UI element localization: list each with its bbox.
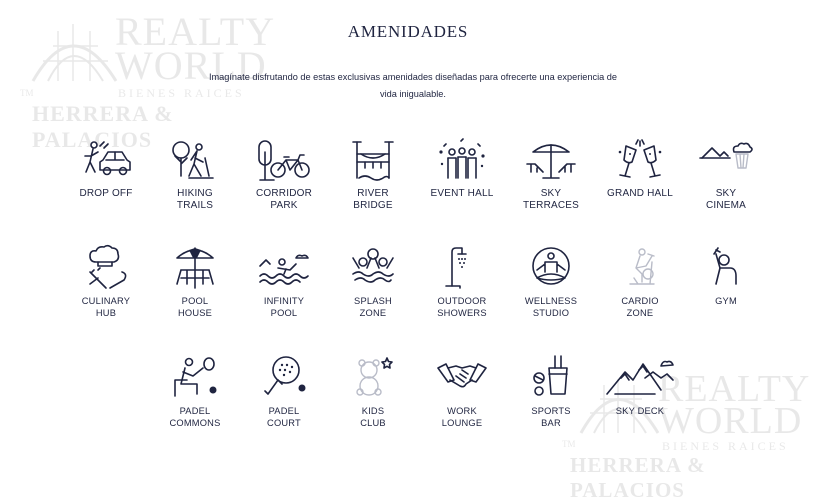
amenity-label: SKY TERRACES bbox=[522, 188, 580, 211]
amenity-label: OUTDOOR SHOWERS bbox=[437, 296, 487, 318]
watermark-tm: TM bbox=[562, 439, 576, 449]
amenity-padel-court bbox=[238, 354, 330, 429]
amenity-corridor-park bbox=[238, 138, 330, 212]
amenity-label: CORRIDOR PARK bbox=[255, 188, 313, 211]
tree-bicycle-icon bbox=[256, 138, 312, 184]
amenity-sky-deck bbox=[594, 354, 686, 417]
watermark-world: WORLD bbox=[115, 43, 267, 88]
amenity-culinary-hub bbox=[60, 244, 152, 319]
amenity-outdoor-showers bbox=[416, 244, 508, 319]
amenity-pool-house bbox=[149, 244, 241, 319]
amenity-gym bbox=[680, 244, 772, 307]
watermark-tm: TM bbox=[20, 88, 34, 98]
weightlifter-icon bbox=[698, 244, 754, 290]
watermark-world: WORLD bbox=[658, 400, 803, 442]
meditation-icon bbox=[523, 244, 579, 290]
amenity-sports-bar bbox=[505, 354, 597, 429]
chef-hat-utensils-icon bbox=[78, 244, 134, 290]
amenity-drop-off bbox=[60, 138, 152, 200]
watermark-realty: REALTY bbox=[658, 368, 811, 410]
amenity-hiking-trails bbox=[149, 138, 241, 212]
amenity-river-bridge bbox=[327, 138, 419, 212]
amenity-splash-zone bbox=[327, 244, 419, 319]
amenity-label: SPORTS BAR bbox=[531, 406, 571, 428]
amenity-label: HIKING TRAILS bbox=[176, 188, 214, 211]
page-title: AMENIDADES bbox=[347, 22, 469, 41]
drink-bucket-icon bbox=[523, 354, 579, 400]
popcorn-mountains-icon bbox=[698, 138, 754, 184]
amenity-event-hall bbox=[416, 138, 508, 200]
swimmer-icon bbox=[256, 244, 312, 290]
amenity-label: EVENT HALL bbox=[430, 188, 494, 199]
amenity-label: CARDIO ZONE bbox=[621, 296, 659, 318]
amenity-padel-commons bbox=[149, 354, 241, 429]
watermark-herrera: HERRERA & PALACIOS bbox=[570, 453, 706, 502]
watermark-bienes: BIENES RAICES bbox=[118, 86, 245, 100]
amenity-label: WORK LOUNGE bbox=[441, 406, 483, 428]
padel-player-icon bbox=[167, 354, 223, 400]
car-valet-icon bbox=[78, 138, 134, 184]
splash-kids-icon bbox=[345, 244, 401, 290]
amenity-label: SPLASH ZONE bbox=[354, 296, 392, 318]
page-subtitle: Imagínate disfrutando de estas exclusivas amenidades diseñadas para ofrecerte una experiencia de vida inigualable. bbox=[208, 72, 618, 99]
amenity-label: KIDS CLUB bbox=[360, 406, 386, 428]
amenity-label: WELLNESS STUDIO bbox=[524, 296, 578, 318]
amenity-infinity-pool bbox=[238, 244, 330, 319]
amenity-label: RIVER BRIDGE bbox=[353, 188, 393, 211]
people-party-icon bbox=[434, 138, 490, 184]
umbrella-table-icon bbox=[167, 244, 223, 290]
amenity-label: GYM bbox=[715, 296, 737, 306]
amenity-wellness-studio bbox=[505, 244, 597, 319]
champagne-toast-icon bbox=[612, 138, 668, 184]
watermark-bienes: BIENES RAICES bbox=[662, 439, 789, 453]
amenity-work-lounge bbox=[416, 354, 508, 429]
exercise-bike-icon bbox=[612, 244, 668, 290]
amenity-label: INFINITY POOL bbox=[263, 296, 305, 318]
amenity-label: SKY DECK bbox=[615, 406, 665, 416]
amenity-label: CULINARY HUB bbox=[81, 296, 131, 318]
watermark-realty: REALTY bbox=[115, 9, 276, 54]
hiker-icon bbox=[167, 138, 223, 184]
teddy-bear-icon bbox=[345, 354, 401, 400]
amenity-grand-hall bbox=[594, 138, 686, 200]
parasol-loungers-icon bbox=[523, 138, 579, 184]
handshake-icon bbox=[434, 354, 490, 400]
shower-icon bbox=[434, 244, 490, 290]
bridge-icon bbox=[345, 138, 401, 184]
padel-racket-icon bbox=[256, 354, 312, 400]
amenity-sky-cinema bbox=[680, 138, 772, 212]
amenity-label: GRAND HALL bbox=[607, 188, 673, 199]
amenity-label: PADEL COMMONS bbox=[169, 406, 221, 428]
mountain-deck-icon bbox=[605, 354, 675, 400]
amenity-label: SKY CINEMA bbox=[705, 188, 747, 211]
amenity-cardio-zone bbox=[594, 244, 686, 319]
amenity-label: PADEL COURT bbox=[267, 406, 301, 428]
amenity-label: DROP OFF bbox=[79, 188, 133, 199]
amenity-sky-terraces bbox=[505, 138, 597, 212]
watermark-herrera: HERRERA & PALACIOS bbox=[32, 101, 174, 152]
amenity-kids-club bbox=[327, 354, 419, 429]
amenity-label: POOL HOUSE bbox=[177, 296, 213, 318]
